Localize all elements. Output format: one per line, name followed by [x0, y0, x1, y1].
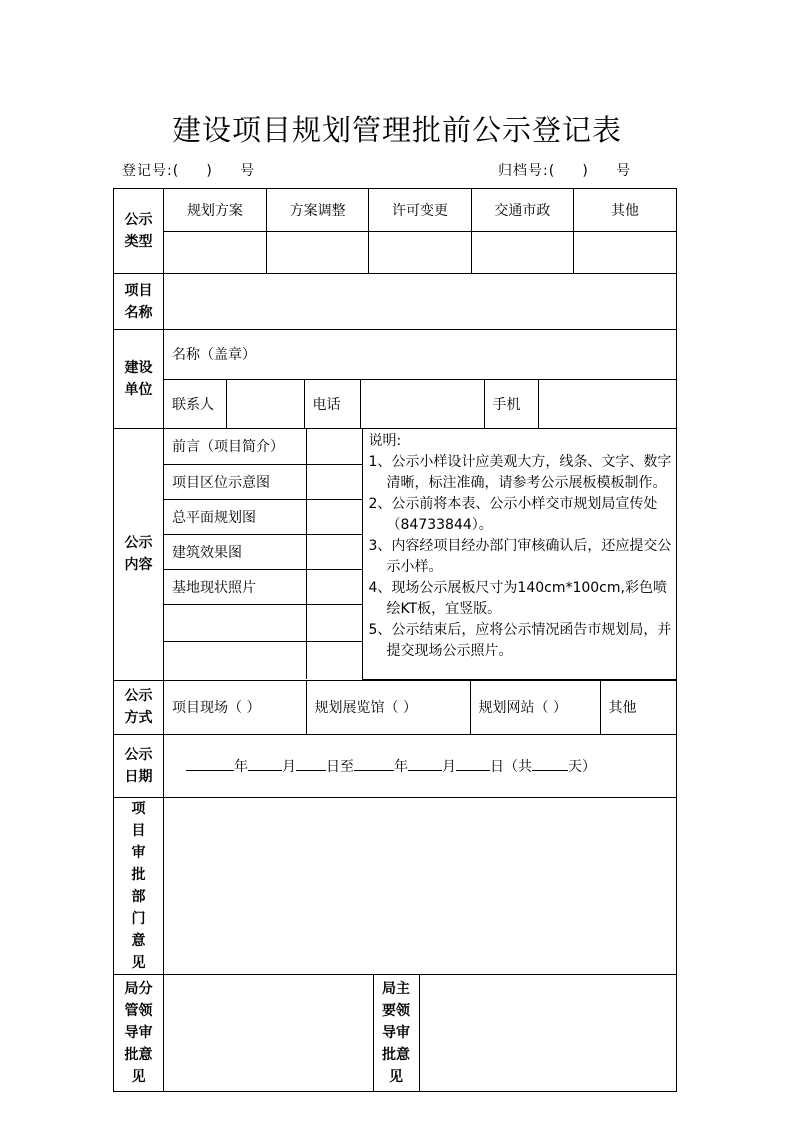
type-option-permit-change[interactable]: 许可变更 — [369, 189, 471, 231]
date-part: 年 — [234, 758, 248, 775]
type-check-other[interactable] — [574, 231, 676, 273]
leader-opinion-row — [114, 974, 677, 1091]
content-item: 总平面规划图 — [164, 499, 306, 534]
leader1-label: 局分管领导审批意见 — [114, 974, 164, 1091]
method-web-option[interactable]: 规划网站（ ） — [470, 681, 600, 734]
content-check[interactable] — [306, 569, 362, 604]
type-grid — [164, 189, 676, 273]
dept-opinion-field[interactable] — [164, 797, 677, 974]
date-part: 日（共 — [490, 758, 532, 775]
mobile-label: 手机 — [484, 379, 538, 428]
builder-grid — [164, 330, 676, 428]
content-check[interactable] — [306, 499, 362, 534]
note-item: 3、内容经项目经办部门审核确认后，还应提交公示小样。 — [368, 538, 672, 575]
date-field[interactable] — [164, 734, 677, 797]
form-title: 建设项目规划管理批前公示登记表 — [171, 113, 622, 147]
leader2-label: 局主要领导审批意见 — [373, 975, 419, 1091]
register-number: 登记号:( ) 号 — [122, 163, 256, 179]
type-check-permit-change[interactable] — [369, 231, 471, 273]
note-item: 5、公示结束后，应将公示情况函告市规划局，并提交现场公示照片。 — [368, 622, 672, 659]
method-row — [114, 680, 677, 734]
date-part: 年 — [394, 758, 408, 775]
method-label: 公示方式 — [114, 680, 164, 734]
type-row — [114, 189, 677, 274]
content-check[interactable] — [306, 641, 362, 679]
total-days-blank[interactable] — [532, 756, 568, 771]
project-name-label: 项目名称 — [114, 274, 164, 330]
date-label: 公示日期 — [114, 734, 164, 797]
content-check[interactable] — [306, 429, 362, 464]
content-label: 公示内容 — [114, 429, 164, 681]
mobile-field[interactable] — [538, 379, 676, 428]
type-option-adjust[interactable]: 方案调整 — [266, 189, 368, 231]
end-year-blank[interactable] — [354, 756, 394, 771]
start-year-blank[interactable] — [186, 756, 234, 771]
leader2-field[interactable] — [419, 975, 676, 1091]
project-name-field[interactable] — [164, 274, 677, 330]
note-item: 1、公示小样设计应美观大方，线条、文字、数字清晰，标注准确，请参考公示展板模板制作。 — [368, 454, 672, 491]
registration-form — [113, 188, 677, 1092]
type-option-plan[interactable]: 规划方案 — [164, 189, 266, 231]
dept-opinion-label: 项目审批部门意见 — [114, 797, 164, 974]
contact-field[interactable] — [226, 379, 304, 428]
type-label: 公示类型 — [114, 189, 164, 274]
archive-number: 归档号:( ) 号 — [498, 163, 632, 179]
content-item: 项目区位示意图 — [164, 464, 306, 499]
content-item: 前言（项目简介） — [164, 429, 306, 464]
note-item: 4、现场公示展板尺寸为140cm*100cm,彩色喷绘KT板，宜竖版。 — [368, 580, 667, 617]
content-check[interactable] — [306, 604, 362, 641]
type-check-traffic[interactable] — [471, 231, 573, 273]
end-month-blank[interactable] — [408, 756, 442, 771]
content-check[interactable] — [306, 534, 362, 569]
content-row — [114, 429, 677, 681]
project-name-row — [114, 274, 677, 330]
contact-label: 联系人 — [164, 379, 226, 428]
notes-panel — [362, 429, 676, 679]
leader1-field[interactable] — [164, 975, 373, 1091]
date-part: 月 — [282, 758, 296, 775]
type-option-other[interactable]: 其他 — [574, 189, 676, 231]
builder-label: 建设单位 — [114, 330, 164, 429]
method-hall-option[interactable]: 规划展览馆（ ） — [306, 681, 470, 734]
content-item: 建筑效果图 — [164, 534, 306, 569]
content-grid — [164, 429, 676, 680]
method-grid — [164, 681, 676, 734]
method-other-option[interactable]: 其他 — [600, 681, 676, 734]
leader-grid — [164, 975, 676, 1091]
type-check-plan[interactable] — [164, 231, 266, 273]
content-item-blank[interactable] — [164, 641, 306, 679]
content-item-blank[interactable] — [164, 604, 306, 641]
content-check[interactable] — [306, 464, 362, 499]
dept-opinion-row — [114, 797, 677, 974]
start-day-blank[interactable] — [296, 756, 326, 771]
type-check-adjust[interactable] — [266, 231, 368, 273]
phone-label: 电话 — [304, 379, 360, 428]
date-part: 日至 — [326, 758, 354, 775]
content-item: 基地现状照片 — [164, 569, 306, 604]
method-site-option[interactable]: 项目现场（ ） — [164, 681, 306, 734]
phone-field[interactable] — [360, 379, 484, 428]
date-row — [114, 734, 677, 797]
builder-name-field[interactable]: 名称（盖章） — [164, 330, 676, 379]
note-item: 2、公示前将本表、公示小样交市规划局宣传处（84733844）。 — [368, 496, 658, 533]
date-part: 天） — [568, 758, 596, 775]
type-option-traffic[interactable]: 交通市政 — [471, 189, 573, 231]
builder-row — [114, 330, 677, 429]
notes-title: 说明: — [368, 433, 402, 449]
date-part: 月 — [442, 758, 456, 775]
start-month-blank[interactable] — [248, 756, 282, 771]
end-day-blank[interactable] — [456, 756, 490, 771]
